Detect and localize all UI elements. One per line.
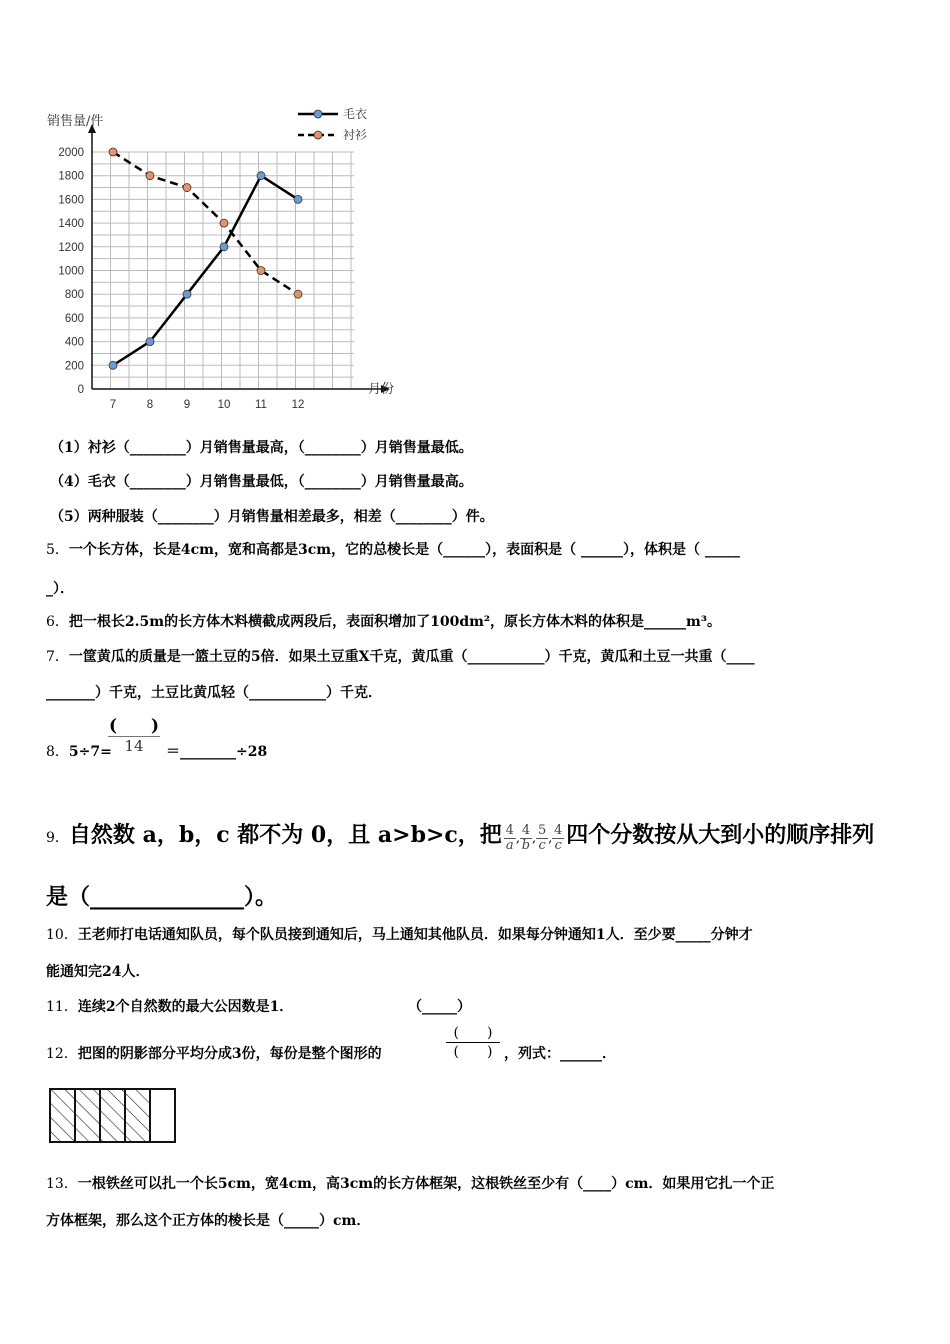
data-point bbox=[183, 184, 191, 192]
y-axis-label: 销售量/件 bbox=[47, 114, 104, 129]
data-point bbox=[257, 267, 265, 275]
y-tick-label: 1000 bbox=[58, 265, 84, 278]
question-10-cont: 能通知完24人． bbox=[46, 964, 150, 980]
y-tick-labels bbox=[58, 147, 84, 396]
question-9-cont: 是（______________）。 bbox=[46, 884, 278, 910]
y-tick-label: 1800 bbox=[58, 170, 84, 183]
answer-blank: （_____） bbox=[408, 999, 471, 1015]
sub-question-5: （5）两种服装（________）月销售量相差最多，相差（________）件。 bbox=[50, 509, 494, 525]
data-point bbox=[294, 290, 302, 298]
fraction-blank: ( ) ( ) bbox=[446, 1024, 500, 1061]
y-tick-label: 0 bbox=[77, 384, 84, 396]
question-8-rhs: ＝________÷28 bbox=[166, 744, 268, 760]
question-8: 8．5÷7= bbox=[46, 744, 112, 760]
y-tick-label: 1200 bbox=[58, 241, 84, 254]
question-13-cont: 方体框架，那么这个正方体的棱长是（_____）cm． bbox=[46, 1213, 371, 1229]
y-tick-label: 600 bbox=[64, 312, 84, 325]
x-tick-label: 7 bbox=[109, 399, 117, 411]
y-tick-label: 2000 bbox=[58, 147, 84, 159]
data-point bbox=[294, 195, 302, 203]
data-point bbox=[220, 219, 228, 227]
hatched-rectangle-figure bbox=[48, 1087, 178, 1145]
x-tick-label: 12 bbox=[291, 399, 305, 411]
y-tick-label: 400 bbox=[64, 336, 84, 349]
data-point bbox=[146, 338, 154, 346]
chart-legend bbox=[298, 107, 367, 142]
question-number: 5． bbox=[46, 542, 69, 558]
question-5-cont: _）． bbox=[46, 581, 74, 597]
question-9: 9．自然数 a，b，c 都不为 0，且 a>b>c，把 $\frac{4}{a}$ , $\frac{4}{b}$ , $\frac{5}{c}$ , $\frac{4}{c}$ 四个分数按从大到小的顺序排列 bbox=[46, 822, 875, 853]
comma: , bbox=[531, 830, 537, 846]
legend-label: 衬衫 bbox=[343, 128, 368, 142]
question-7-cont: _______）千克，土豆比黄瓜轻（___________）千克． bbox=[46, 685, 382, 701]
data-point bbox=[146, 172, 154, 180]
y-tick-label: 1400 bbox=[58, 218, 84, 231]
data-point bbox=[109, 361, 117, 369]
sub-question-4: （4）毛衣（________）月销售量最低，（________）月销售量最高。 bbox=[50, 474, 473, 490]
question-12: 12．把图的阴影部分平均分成3份，每份是整个图形的 bbox=[46, 1046, 382, 1062]
x-tick-label: 9 bbox=[183, 399, 191, 411]
question-11: 11．连续2个自然数的最大公因数是1． bbox=[46, 999, 294, 1015]
fraction-4-over-a: $\frac{4}{a}$ bbox=[505, 822, 514, 853]
question-text: 一个长方体，长是4cm，宽和高都是3cm，它的总棱长是（______），表面积是（ ______），体积是（ _____ bbox=[68, 542, 740, 558]
fraction-5-over-c: $\frac{5}{c}$ bbox=[537, 822, 547, 853]
legend-marker bbox=[314, 110, 322, 118]
fraction-list bbox=[504, 824, 564, 853]
fraction-4-over-c: $\frac{4}{c}$ bbox=[554, 822, 563, 853]
question-13: 13．一根铁丝可以扎一个长5cm，宽4cm，高3cm的长方体框架，这根铁丝至少有（____）cm．如果用它扎一个正 bbox=[46, 1176, 775, 1192]
x-tick-label: 11 bbox=[255, 399, 267, 411]
fraction-4-over-b: $\frac{4}{b}$ bbox=[521, 822, 531, 853]
question-6: 6．把一根长2.5m的长方体木料横截成两段后，表面积增加了100dm²，原长方体木料的体积是______m³。 bbox=[46, 614, 721, 630]
data-point bbox=[109, 148, 117, 156]
data-point bbox=[257, 172, 265, 180]
x-tick-label: 10 bbox=[217, 399, 231, 411]
y-tick-label: 1600 bbox=[58, 194, 84, 207]
x-tick-labels bbox=[110, 399, 305, 411]
question-10: 10．王老师打电话通知队员，每个队员接到通知后，马上通知其他队员．如果每分钟通知1人．至少要_____分钟才 bbox=[46, 927, 753, 943]
fraction-blank: ( ) 14 bbox=[108, 716, 160, 755]
comma: , bbox=[515, 830, 520, 846]
comma: , bbox=[548, 830, 553, 846]
y-tick-label: 800 bbox=[64, 289, 84, 302]
legend-marker bbox=[314, 131, 322, 139]
legend-label: 毛衣 bbox=[343, 107, 368, 121]
data-point bbox=[220, 243, 228, 251]
question-12-tail: ，列式：______． bbox=[504, 1046, 616, 1062]
data-point bbox=[183, 290, 191, 298]
question-7: 7．一筐黄瓜的质量是一篮土豆的5倍．如果土豆重X千克，黄瓜重（___________）千克，黄瓜和土豆一共重（____ bbox=[46, 649, 755, 665]
x-tick-label: 8 bbox=[146, 399, 154, 411]
sub-question-1: （1）衬衫（________）月销售量最高，（________）月销售量最低。 bbox=[50, 440, 473, 456]
question-5 bbox=[46, 539, 740, 559]
y-tick-label: 200 bbox=[64, 360, 84, 373]
x-axis-label: 月份 bbox=[368, 382, 395, 397]
sales-line-chart bbox=[40, 100, 410, 420]
